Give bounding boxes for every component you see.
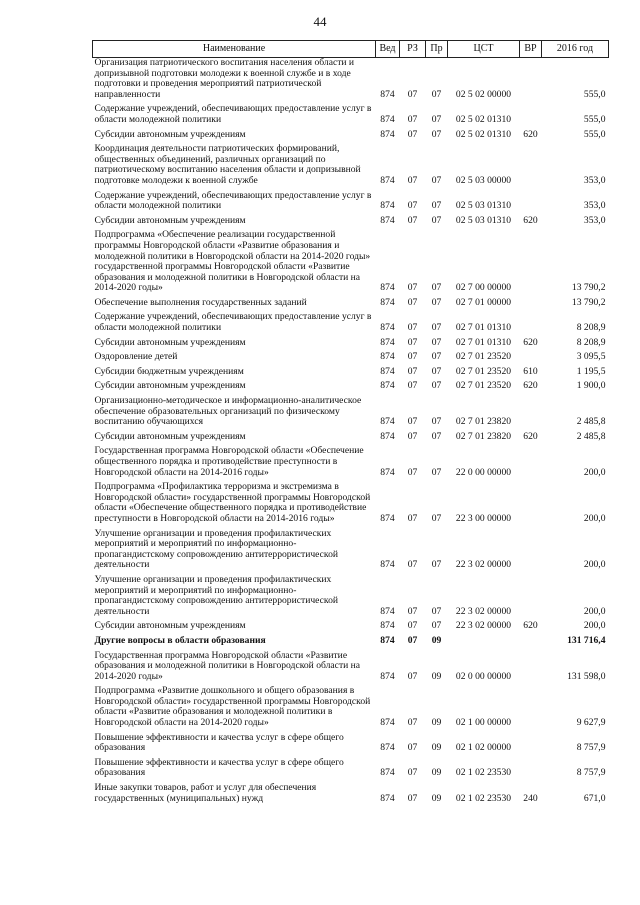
- row-pr: 07: [431, 282, 442, 294]
- row-name: Субсидии бюджетным учреждениям: [94, 365, 244, 377]
- row-ved: 874: [380, 620, 395, 632]
- row-vr: [520, 651, 542, 687]
- row-name: Субсидии автономным учреждениям: [94, 336, 246, 348]
- row-rz: 07: [407, 605, 418, 617]
- row-cst: 22 0 00 00000: [455, 466, 512, 478]
- row-rz: 07: [407, 742, 418, 754]
- row-cst: 22 3 02 00000: [455, 605, 512, 617]
- row-pr: 07: [431, 365, 442, 377]
- table-row: [93, 367, 609, 382]
- row-sum: 200,0: [583, 559, 606, 571]
- header-rz: РЗ: [400, 41, 426, 58]
- row-ved: 874: [380, 336, 395, 348]
- row-pr: 09: [431, 742, 442, 754]
- row-name: Организационно-методическое и информационно-аналитическое обеспечение образовательных организаций по физическому воспитанию обучающихся: [94, 395, 362, 428]
- row-ved: 874: [380, 792, 395, 804]
- row-cst: 02 1 02 23530: [455, 792, 512, 804]
- row-pr: 09: [431, 670, 442, 682]
- table-row: [93, 381, 609, 396]
- row-vr: 240: [523, 792, 538, 804]
- row-vr: [520, 446, 542, 482]
- row-vr: [520, 482, 542, 528]
- row-vr: [520, 758, 542, 783]
- row-rz: 07: [407, 296, 418, 308]
- row-name: Субсидии автономным учреждениям: [94, 620, 246, 632]
- row-vr: [520, 352, 542, 367]
- row-rz: 07: [407, 174, 418, 186]
- row-pr: 09: [431, 792, 442, 804]
- row-ved: 874: [380, 322, 395, 334]
- row-cst: 02 7 01 01310: [455, 322, 512, 334]
- table-row: [93, 230, 609, 298]
- table-body: [93, 58, 609, 809]
- row-ved: 874: [380, 605, 395, 617]
- row-rz: 07: [407, 466, 418, 478]
- row-pr: 07: [431, 430, 442, 442]
- row-cst: 02 7 01 23520: [455, 365, 512, 377]
- row-name: Субсидии автономным учреждениям: [94, 380, 246, 392]
- row-vr: [520, 298, 542, 313]
- row-sum: 1 195,5: [576, 365, 606, 377]
- row-vr: 620: [523, 380, 538, 392]
- table-row: [93, 575, 609, 621]
- row-rz: 07: [407, 767, 418, 779]
- row-name: Оздоровление детей: [94, 351, 178, 363]
- row-name: Координация деятельности патриотических формирований, общественных объединений, различных организаций по патриотическому воспитанию населения области и допризывной подготовке молодежи к военной службе: [94, 143, 361, 186]
- row-rz: 07: [407, 322, 418, 334]
- row-sum: 131 598,0: [567, 670, 606, 682]
- row-sum: 200,0: [583, 512, 606, 524]
- row-sum: 8 757,9: [576, 742, 606, 754]
- row-ved: 874: [380, 767, 395, 779]
- row-vr: 620: [523, 214, 538, 226]
- row-name: Субсидии автономным учреждениям: [94, 430, 246, 442]
- row-rz: 07: [407, 214, 418, 226]
- row-pr: 07: [431, 296, 442, 308]
- table-row: [93, 482, 609, 528]
- table-row: [93, 130, 609, 145]
- row-ved: 874: [380, 351, 395, 363]
- row-name: Подпрограмма «Обеспечение реализации государственной программы Новгородской области «Развитие образования и молодежной политики в Новгородской области на 2014-2020 годы» государственной программы Новгородской области «Развитие образования и молодежной политики в Новгородской области на 2014-2020 годы»: [94, 229, 371, 294]
- row-cst: 22 3 02 00000: [455, 559, 512, 571]
- row-pr: 07: [431, 88, 442, 100]
- row-pr: 07: [431, 336, 442, 348]
- row-rz: 07: [407, 128, 418, 140]
- row-vr: [520, 104, 542, 129]
- row-cst: 02 5 03 01310: [455, 200, 512, 212]
- row-sum: 671,0: [583, 792, 606, 804]
- table-row: [93, 144, 609, 190]
- table-row: [93, 621, 609, 636]
- row-cst: 02 5 03 01310: [455, 214, 512, 226]
- row-pr: 07: [431, 200, 442, 212]
- row-name: Организация патриотического воспитания населения области и допризывной подготовки молодежи к военной службе и в ходе подготовки и проведения мероприятий патриотической направленности: [94, 57, 355, 100]
- row-ved: 874: [380, 742, 395, 754]
- row-vr: [520, 733, 542, 758]
- row-cst: 02 5 02 01310: [455, 113, 512, 125]
- row-pr: 07: [431, 380, 442, 392]
- row-name: Обеспечение выполнения государственных заданий: [94, 296, 307, 308]
- row-name: Иные закупки товаров, работ и услуг для обеспечения государственных (муниципальных) нужд: [94, 782, 317, 804]
- row-cst: 02 5 03 00000: [455, 174, 512, 186]
- row-pr: 07: [431, 113, 442, 125]
- row-pr: 07: [431, 620, 442, 632]
- row-vr: [520, 58, 542, 105]
- table-row: [93, 783, 609, 808]
- row-cst: 02 7 00 00000: [455, 282, 512, 294]
- row-cst: [448, 636, 520, 651]
- row-pr: 07: [431, 214, 442, 226]
- row-ved: 874: [380, 282, 395, 294]
- row-rz: 07: [407, 717, 418, 729]
- row-cst: 02 7 01 01310: [455, 336, 512, 348]
- row-ved: 874: [380, 430, 395, 442]
- row-sum: 555,0: [583, 113, 606, 125]
- row-ved: 874: [380, 88, 395, 100]
- row-vr: 620: [523, 620, 538, 632]
- row-rz: 07: [407, 430, 418, 442]
- row-pr: 07: [431, 128, 442, 140]
- row-sum: 8 757,9: [576, 767, 606, 779]
- row-rz: 07: [407, 416, 418, 428]
- row-cst: 22 3 00 00000: [455, 512, 512, 524]
- row-ved: 874: [380, 559, 395, 571]
- row-name: Другие вопросы в области образования: [94, 634, 266, 646]
- header-pr: Пр: [426, 41, 448, 58]
- row-ved: 874: [380, 512, 395, 524]
- row-pr: 09: [431, 634, 442, 646]
- row-pr: 09: [431, 717, 442, 729]
- row-cst: 02 1 02 00000: [455, 742, 512, 754]
- row-vr: [520, 529, 542, 575]
- row-sum: 353,0: [583, 200, 606, 212]
- header-vr: ВР: [520, 41, 542, 58]
- row-name: Содержание учреждений, обеспечивающих предоставление услуг в области молодежной политики: [94, 311, 372, 334]
- row-vr: [520, 144, 542, 190]
- row-ved: 874: [380, 717, 395, 729]
- row-vr: [520, 575, 542, 621]
- row-name: Улучшение организации и проведения профилактических мероприятий и мероприятий по информационно-пропагандистскому сопровождению антитеррористической деятельности: [94, 527, 339, 571]
- row-ved: 874: [380, 214, 395, 226]
- table-row: [93, 352, 609, 367]
- row-sum: 1 900,0: [576, 380, 606, 392]
- row-name: Государственная программа Новгородской области «Развитие образования и молодежной политики в Новгородской области на 2014-2020 годы»: [94, 649, 361, 682]
- row-sum: 555,0: [583, 128, 606, 140]
- row-ved: 874: [380, 670, 395, 682]
- row-rz: 07: [407, 113, 418, 125]
- row-pr: 07: [431, 512, 442, 524]
- table-row: [93, 216, 609, 231]
- row-cst: 02 7 01 23820: [455, 430, 512, 442]
- row-sum: 2 485,8: [576, 430, 606, 442]
- row-pr: 07: [431, 174, 442, 186]
- table-row: [93, 191, 609, 216]
- row-sum: 353,0: [583, 174, 606, 186]
- row-cst: 02 7 01 23520: [455, 351, 512, 363]
- row-ved: 874: [380, 113, 395, 125]
- table-row: [93, 529, 609, 575]
- row-name: Повышение эффективности и качества услуг в сфере общего образования: [94, 731, 344, 754]
- table-row: [93, 396, 609, 432]
- budget-table: [92, 40, 609, 808]
- row-rz: 07: [407, 559, 418, 571]
- row-ved: 874: [380, 200, 395, 212]
- row-cst: 02 7 01 00000: [455, 296, 512, 308]
- table-row: [93, 636, 609, 651]
- row-pr: 07: [431, 322, 442, 334]
- row-vr: 620: [523, 128, 538, 140]
- row-name: Повышение эффективности и качества услуг в сфере общего образования: [94, 756, 344, 779]
- row-vr: [520, 636, 542, 651]
- row-vr: 610: [523, 365, 538, 377]
- row-pr: 09: [431, 767, 442, 779]
- row-cst: 02 7 01 23520: [455, 380, 512, 392]
- table-row: [93, 104, 609, 129]
- row-sum: 9 627,9: [576, 717, 606, 729]
- row-ved: 874: [380, 174, 395, 186]
- row-rz: 07: [407, 200, 418, 212]
- row-pr: 07: [431, 466, 442, 478]
- row-pr: 07: [431, 351, 442, 363]
- row-ved: 874: [380, 466, 395, 478]
- table-row: [93, 446, 609, 482]
- header-sum: 2016 год: [542, 41, 609, 58]
- row-cst: 02 7 01 23820: [455, 416, 512, 428]
- row-name: Улучшение организации и проведения профилактических мероприятий и мероприятий по информационно-пропагандистскому сопровождению антитеррористической деятельности: [94, 573, 339, 617]
- row-vr: [520, 686, 542, 732]
- row-ved: 874: [380, 128, 395, 140]
- table-row: [93, 686, 609, 732]
- row-ved: 874: [380, 365, 395, 377]
- row-sum: 200,0: [583, 605, 606, 617]
- row-vr: 620: [523, 336, 538, 348]
- row-cst: 02 1 00 00000: [455, 717, 512, 729]
- row-rz: 07: [407, 380, 418, 392]
- table-row: [93, 651, 609, 687]
- row-sum: 200,0: [583, 620, 606, 632]
- row-sum: 13 790,2: [571, 296, 606, 308]
- row-name: Содержание учреждений, обеспечивающих предоставление услуг в области молодежной политики: [94, 103, 372, 125]
- header-ved: Вед: [376, 41, 400, 58]
- table-row: [93, 733, 609, 758]
- row-vr: [520, 396, 542, 432]
- row-cst: 02 5 02 00000: [455, 88, 512, 100]
- row-name: Государственная программа Новгородской области «Обеспечение общественного порядка и противодействие преступности в Новгородской области на 2014-2016 годы»: [94, 445, 364, 478]
- row-name: Субсидии автономным учреждениям: [94, 128, 246, 140]
- table-row: [93, 58, 609, 105]
- row-sum: 131 716,4: [567, 634, 606, 646]
- row-vr: 620: [523, 430, 538, 442]
- row-cst: 02 1 02 23530: [455, 767, 512, 779]
- row-sum: 555,0: [583, 88, 606, 100]
- row-ved: 874: [380, 634, 395, 646]
- row-cst: 02 5 02 01310: [455, 128, 512, 140]
- row-rz: 07: [407, 670, 418, 682]
- row-rz: 07: [407, 351, 418, 363]
- row-ved: 874: [380, 296, 395, 308]
- page-number: 44: [313, 14, 327, 29]
- row-sum: 2 485,8: [576, 416, 606, 428]
- table-row: [93, 758, 609, 783]
- row-name: Содержание учреждений, обеспечивающих предоставление услуг в области молодежной политики: [94, 189, 372, 212]
- row-vr: [520, 312, 542, 337]
- row-pr: 07: [431, 416, 442, 428]
- row-ved: 874: [380, 380, 395, 392]
- row-ved: 874: [380, 416, 395, 428]
- row-sum: 8 208,9: [576, 336, 606, 348]
- table-header-row: [93, 41, 609, 58]
- row-rz: 07: [407, 88, 418, 100]
- row-rz: 07: [407, 792, 418, 804]
- table-row: [93, 338, 609, 353]
- row-rz: 07: [407, 336, 418, 348]
- row-cst: 22 3 02 00000: [455, 620, 512, 632]
- table-row: [93, 312, 609, 337]
- row-cst: 02 0 00 00000: [455, 670, 512, 682]
- row-vr: [520, 230, 542, 298]
- table-row: [93, 432, 609, 447]
- header-name: Наименование: [93, 41, 376, 58]
- row-pr: 07: [431, 559, 442, 571]
- row-pr: 07: [431, 605, 442, 617]
- row-name: Подпрограмма «Профилактика терроризма и экстремизма в Новгородской области» государственной программы Новгородской области «Обеспечение общественного порядка и противодействие преступности в Новгородской области на 2014-2016 годы»: [94, 481, 371, 524]
- row-sum: 3 095,5: [576, 351, 606, 363]
- row-rz: 07: [407, 365, 418, 377]
- row-vr: [520, 191, 542, 216]
- row-name: Субсидии автономным учреждениям: [94, 214, 246, 226]
- row-rz: 07: [407, 634, 418, 646]
- row-rz: 07: [407, 282, 418, 294]
- row-name: Подпрограмма «Развитие дошкольного и общего образования в Новгородской области» государственной программы Новгородской области «Развитие образования и молодежной политики в Новгородской области на 2014-2020 годы»: [94, 685, 371, 729]
- row-rz: 07: [407, 620, 418, 632]
- table-row: [93, 298, 609, 313]
- row-sum: 353,0: [583, 214, 606, 226]
- header-cst: ЦСТ: [448, 41, 520, 58]
- row-rz: 07: [407, 512, 418, 524]
- row-sum: 200,0: [583, 466, 606, 478]
- row-sum: 8 208,9: [576, 322, 606, 334]
- row-sum: 13 790,2: [571, 282, 606, 294]
